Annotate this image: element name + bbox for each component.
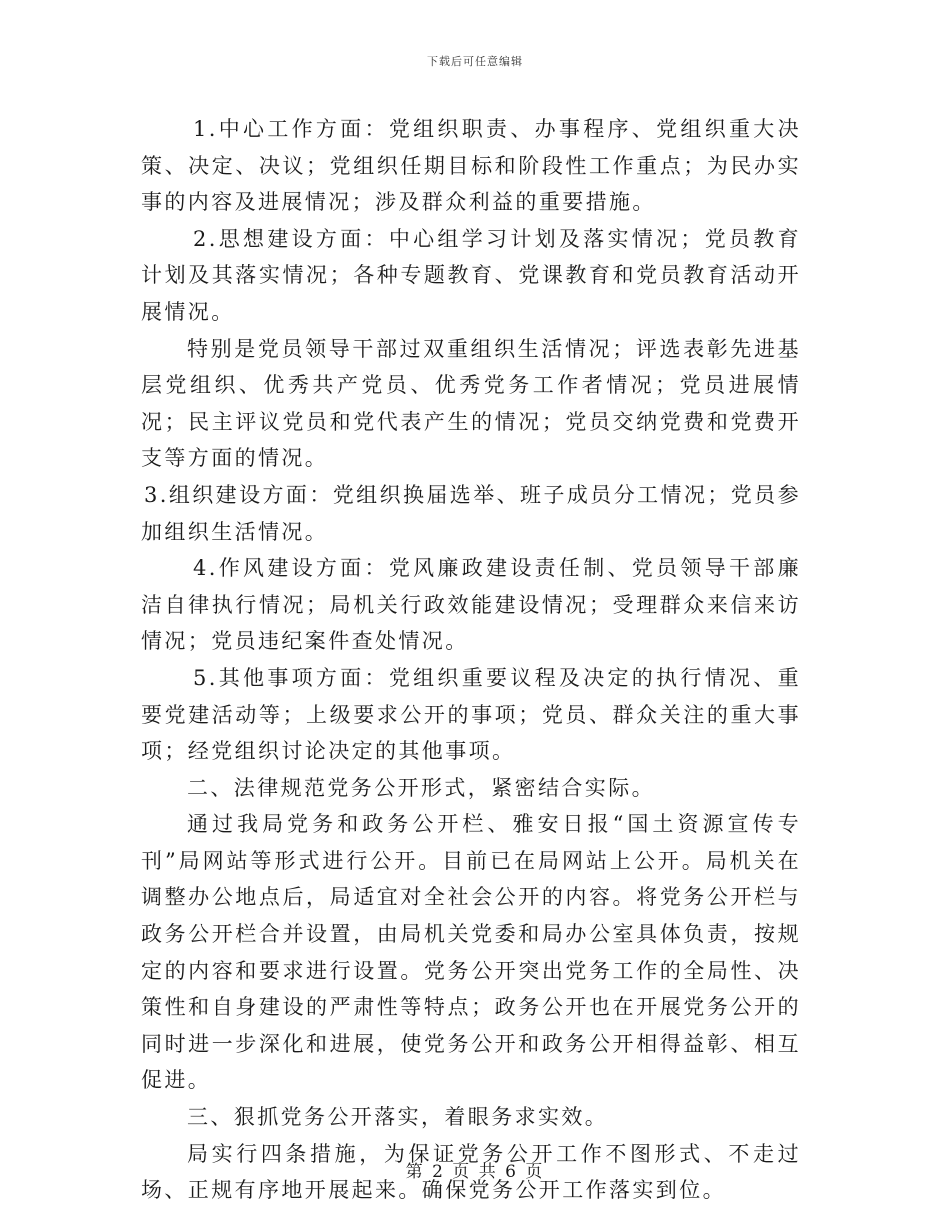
document-body (141, 111, 801, 1209)
paragraph-organization-building: 3.组织建设方面：党组织换届选举、班子成员分工情况；党员参加组织生活情况。 (141, 482, 801, 544)
header-note: 下载后可任意编辑 (427, 55, 523, 68)
section-heading-3: 三、狠抓党务公开落实，着眼务求实效。 (187, 1105, 609, 1130)
paragraph-party-members: 特别是党员领导干部过双重组织生活情况；评选表彰先进基层党组织、优秀共产党员、优秀党务工作者情况；党员进展情况；民主评议党员和党代表产生的情况；党员交纳党费和党费开支等方面的情况。 (141, 336, 801, 471)
paragraph-central-work: 1.中心工作方面：党组织职责、办事程序、党组织重大决策、决定、决议；党组织任期目标和阶段性工作重点；为民办实事的内容及进展情况；涉及群众利益的重要措施。 (141, 117, 801, 215)
page-number: 第 2 页 共 6 页 (405, 1162, 545, 1182)
paragraph-disclosure-forms: 通过我局党务和政务公开栏、雅安日报“国土资源宣传专刊”局网站等形式进行公开。目前已在局网站上公开。局机关在调整办公地点后，局适宜对全社会公开的内容。将党务公开栏与政务公开栏合并设置，由局机关党委和局办公室具体负责，按规定的内容和要求进行设置。党务公开突出党务工作的全局性、决策性和自身建设的严肃性等特点；政务公开也在开展党务公开的同时进一步深化和进展，使党务公开和政务公开相得益彰、相互促进。 (141, 812, 801, 1093)
paragraph-ideological-building: 2.思想建设方面：中心组学习计划及落实情况；党员教育计划及其落实情况；各种专题教育、党课教育和党员教育活动开展情况。 (141, 226, 801, 324)
paragraph-other-matters: 5.其他事项方面：党组织重要议程及决定的执行情况、重要党建活动等；上级要求公开的事项；党员、群众关注的重大事项；经党组织讨论决定的其他事项。 (141, 665, 801, 764)
section-heading-2: 二、法律规范党务公开形式，紧密结合实际。 (187, 775, 655, 800)
paragraph-work-style: 4.作风建设方面：党风廉政建设责任制、党员领导干部廉洁自律执行情况；局机关行政效能建设情况；受理群众来信来访情况；党员违纪案件查处情况。 (141, 556, 801, 654)
paragraph-measures: 局实行四条措施，为保证党务公开工作不图形式、不走过场、正规有序地开展起来。确保党务公开工作落实到位。 (141, 1141, 801, 1203)
